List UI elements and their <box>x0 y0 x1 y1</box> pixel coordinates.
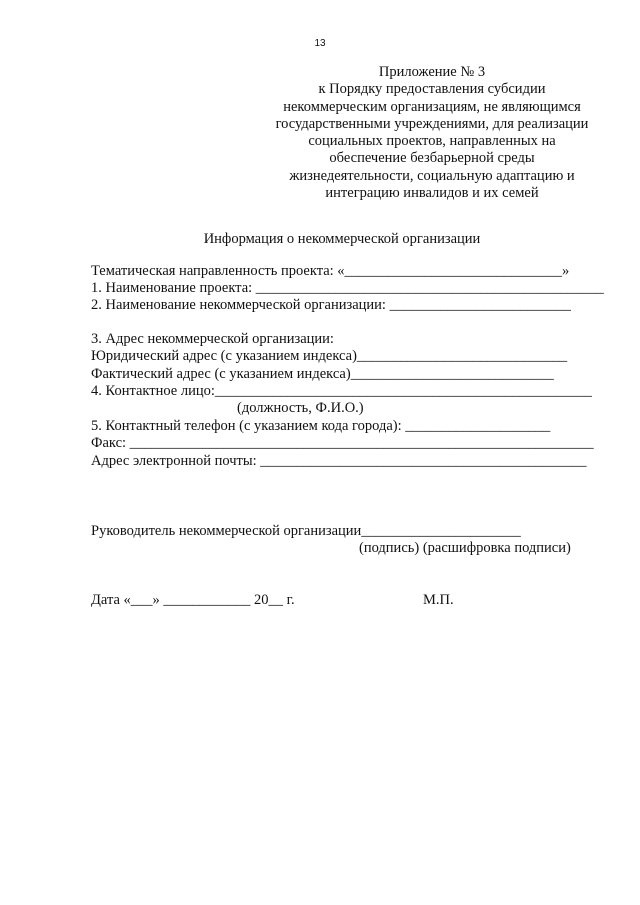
org-name-field: 2. Наименование некоммерческой организации: _________________________ <box>91 297 571 313</box>
address-header: 3. Адрес некоммерческой организации: <box>91 331 334 347</box>
stamp-placeholder: М.П. <box>423 592 454 608</box>
theme-field: Тематическая направленность проекта: «______________________________» <box>91 263 570 279</box>
appendix-line: жизнедеятельности, социальную адаптацию и <box>289 167 575 184</box>
page-number: 13 <box>314 38 326 49</box>
actual-address-field: Фактический адрес (с указанием индекса)____________________________ <box>91 366 554 382</box>
fax-field: Факс: ________________________________________________________________ <box>91 435 594 451</box>
signature-hint: (подпись) (расшифровка подписи) <box>359 540 571 556</box>
appendix-line: социальных проектов, направленных на <box>308 133 556 150</box>
email-field: Адрес электронной почты: _____________________________________________ <box>91 453 587 469</box>
contact-person-hint: (должность, Ф.И.О.) <box>237 400 364 416</box>
document-title: Информация о некоммерческой организации <box>203 231 481 247</box>
appendix-line: государственными учреждениями, для реализации <box>275 115 589 132</box>
appendix-header <box>262 64 602 202</box>
date-line: Дата «___» ____________ 20__ г. <box>91 592 295 608</box>
appendix-line: интеграцию инвалидов и их семей <box>325 185 539 202</box>
legal-address-field: Юридический адрес (с указанием индекса)_____________________________ <box>91 348 568 364</box>
appendix-line: обеспечение безбарьерной среды <box>329 150 535 167</box>
phone-field: 5. Контактный телефон (с указанием кода города): ____________________ <box>91 418 551 434</box>
appendix-line: Приложение № 3 <box>378 64 486 80</box>
appendix-line: некоммерческим организациям, не являющимся <box>283 98 581 115</box>
contact-person-field: 4. Контактное лицо:____________________________________________________ <box>91 383 592 399</box>
signature-line: Руководитель некоммерческой организации______________________ <box>91 523 521 539</box>
project-name-field: 1. Наименование проекта: ________________________________________________ <box>91 280 604 296</box>
appendix-line: к Порядку предоставления субсидии <box>318 81 546 98</box>
